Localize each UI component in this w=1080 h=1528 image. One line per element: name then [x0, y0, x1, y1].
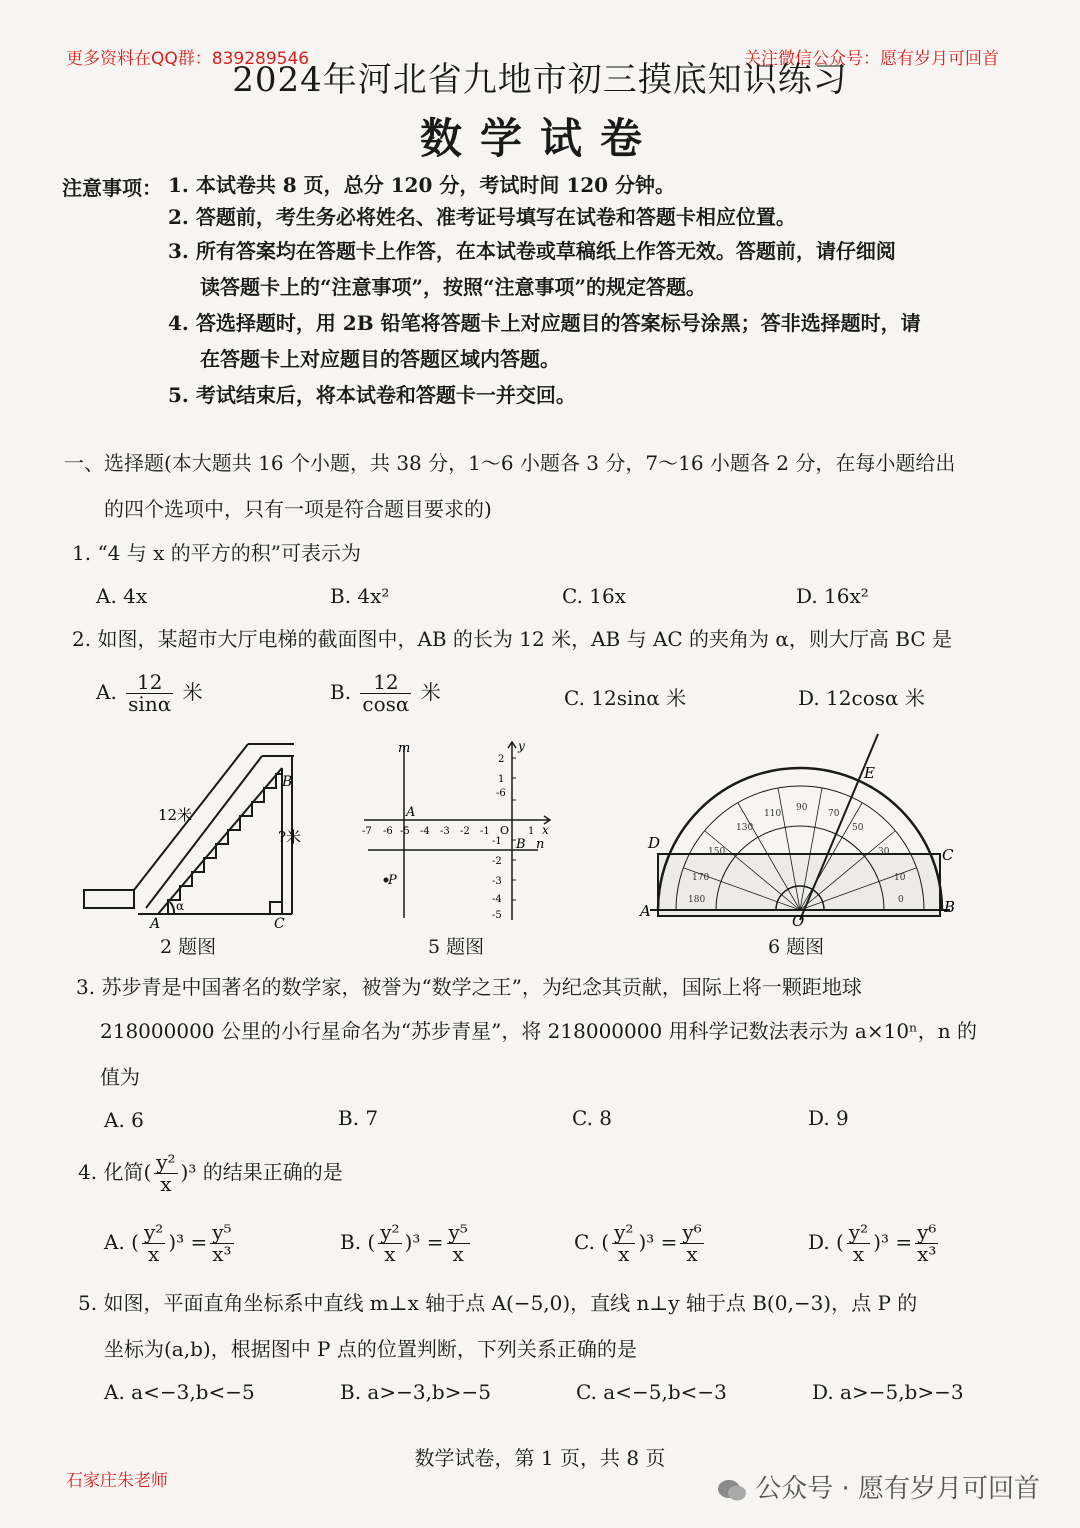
notice-item-2: 2. 答题前，考生务必将姓名、准考证号填写在试卷和答题卡相应位置。 — [168, 205, 796, 229]
svg-text:90: 90 — [796, 803, 808, 813]
notice-item-4-cont: 在答题卡上对应题目的答题区域内答题。 — [200, 347, 560, 371]
fig6-point-e: E — [864, 764, 875, 782]
q1-option-c: C. 16x — [562, 584, 627, 608]
fig5-ytick: 2 — [498, 754, 505, 765]
figure-5-caption: 5 题图 — [428, 936, 485, 958]
q4-option-c: C. ( $\frac{\text{y²}}{x}$ )³ = $\frac{\text{y⁶}}{x}$ — [574, 1220, 702, 1266]
q3-option-c: C. 8 — [572, 1106, 613, 1130]
q1-option-b: B. 4x² — [330, 584, 390, 608]
q4-stem: 4. 化简( $\frac{\text{y²}}{x}$ )³ 的结果正确的是 — [78, 1150, 343, 1196]
q5-stem: 5. 如图，平面直角坐标系中直线 m⊥x 轴于点 A(−5,0)，直线 n⊥y 轴于点 B(0,−3)，点 P 的 — [78, 1291, 918, 1315]
fig5-xtick: -4 — [420, 826, 430, 837]
q5-option-a: A. a<−3,b<−5 — [104, 1380, 255, 1404]
q2-option-b: B. $\frac{12}{\cos\alpha}$ 米 — [330, 670, 441, 716]
q3-option-b: B. 7 — [338, 1106, 379, 1130]
exam-subtitle: 数学试卷 — [419, 114, 660, 163]
fig2-length-label: 12米 — [158, 806, 193, 824]
q2-option-d: D. 12cosα 米 — [798, 686, 925, 710]
figure-2-escalator — [78, 738, 308, 930]
fig5-xtick: -3 — [440, 826, 450, 837]
figure-2-caption: 2 题图 — [160, 936, 217, 958]
svg-text:180: 180 — [688, 895, 706, 905]
fig6-point-d: D — [648, 834, 661, 852]
fig5-point-a: A — [406, 805, 416, 820]
fig6-point-a: A — [640, 902, 651, 920]
fig2-height-label: ?米 — [278, 828, 302, 846]
author-credit: 石家庄朱老师 — [66, 1471, 168, 1491]
q1-option-d: D. 16x² — [796, 584, 869, 608]
fig2-point-c: C — [274, 916, 285, 930]
figure-5-coordinates — [360, 738, 560, 924]
notice-label: 注意事项： — [62, 176, 162, 200]
fig5-line-m: m — [398, 741, 411, 756]
fig5-ytick: -3 — [492, 876, 502, 887]
fig5-xtick: -1 — [480, 826, 490, 837]
q5-option-c: C. a<−5,b<−3 — [576, 1380, 727, 1404]
banner-left: 更多资料在QQ群：839289546 — [66, 49, 310, 69]
fig5-ytick: -5 — [492, 910, 502, 921]
fig5-ytick: -4 — [492, 894, 502, 905]
svg-text:110: 110 — [764, 809, 782, 819]
svg-text:130: 130 — [736, 823, 754, 833]
svg-text:170: 170 — [692, 873, 710, 883]
fig5-ytick: -1 — [492, 836, 502, 847]
fig5-line-n: n — [536, 837, 545, 852]
fig5-axis-x: x — [542, 823, 549, 837]
fig5-xtick: 1 — [528, 826, 535, 837]
q4-option-b: B. ( $\frac{\text{y²}}{x}$ )³ = $\frac{\text{y⁵}}{x}$ — [340, 1220, 468, 1266]
notice-item-3: 3. 所有答案均在答题卡上作答，在本试卷或草稿纸上作答无效。答题前，请仔细阅 — [168, 239, 896, 263]
banner-right: 关注微信公众号：愿有岁月可回首 — [744, 49, 999, 69]
fig5-xtick: -6 — [383, 826, 393, 837]
svg-text:70: 70 — [828, 809, 840, 819]
fig5-ytick: -2 — [492, 856, 502, 867]
watermark-text: 公众号 · 愿有岁月可回首 — [755, 1474, 1040, 1504]
notice-item-3-cont: 读答题卡上的“注意事项”，按照“注意事项”的规定答题。 — [200, 275, 707, 299]
fig5-xtick: -2 — [460, 826, 470, 837]
q5-stem-cont: 坐标为(a,b)，根据图中 P 点的位置判断，下列关系正确的是 — [104, 1337, 637, 1361]
wechat-icon — [717, 1478, 747, 1502]
page-footer: 数学试卷，第 1 页，共 8 页 — [414, 1446, 666, 1470]
fig5-ytick: 1 — [498, 774, 505, 785]
q4-option-a: A. ( $\frac{\text{y²}}{x}$ )³ = $\frac{\text{y⁵}}{\text{x³}}$ — [104, 1220, 232, 1266]
watermark — [717, 1468, 1040, 1505]
q2-option-c: C. 12sinα 米 — [564, 686, 687, 710]
svg-text:10: 10 — [894, 873, 906, 883]
q3-stem: 3. 苏步青是中国著名的数学家，被誉为“数学之王”，为纪念其贡献，国际上将一颗距地球 — [76, 975, 862, 999]
svg-text:0: 0 — [898, 895, 904, 905]
section1-heading-cont: 的四个选项中，只有一项是符合题目要求的) — [104, 497, 492, 521]
exam-title: 2024年河北省九地市初三摸底知识练习 — [232, 60, 848, 100]
fig5-xtick: -5 — [400, 826, 410, 837]
fig2-point-b: B — [282, 774, 293, 790]
fig5-origin: O — [500, 824, 510, 837]
fig5-point-b: B — [516, 837, 526, 852]
q3-stem-cont: 218000000 公里的小行星命名为“苏步青星”，将 218000000 用科学记数法表示为 a×10ⁿ，n 的 — [100, 1019, 977, 1043]
fig2-alpha: α — [176, 899, 185, 913]
fig5-axis-y: y — [518, 739, 525, 753]
q3-stem-end: 值为 — [100, 1065, 140, 1089]
fig6-point-c: C — [942, 846, 954, 864]
fig5-xtick: -7 — [362, 826, 372, 837]
fig5-point-p: P — [388, 873, 397, 888]
notice-item-1: 1. 本试卷共 8 页，总分 120 分，考试时间 120 分钟。 — [168, 173, 676, 197]
fig6-point-o: O — [792, 912, 805, 930]
svg-text:150: 150 — [708, 847, 726, 857]
svg-text:30: 30 — [878, 847, 890, 857]
fig5-ytick: -6 — [496, 788, 506, 799]
q5-option-b: B. a>−3,b>−5 — [340, 1380, 491, 1404]
q3-option-d: D. 9 — [808, 1106, 849, 1130]
q3-option-a: A. 6 — [104, 1108, 144, 1132]
q2-stem: 2. 如图，某超市大厅电梯的截面图中，AB 的长为 12 米，AB 与 AC 的夹角为 α，则大厅高 BC 是 — [72, 627, 953, 651]
figure-6-caption: 6 题图 — [768, 936, 825, 958]
notice-item-4: 4. 答选择题时，用 2B 铅笔将答题卡上对应题目的答案标号涂黑；答非选择题时，请 — [168, 311, 921, 335]
q2-option-a: A. $\frac{12}{\sin\alpha}$ 米 — [96, 670, 203, 716]
notice-item-5: 5. 考试结束后，将本试卷和答题卡一并交回。 — [168, 383, 576, 407]
fig2-point-a: A — [150, 916, 161, 930]
q1-stem: 1. “4 与 x 的平方的积”可表示为 — [72, 541, 361, 565]
section1-heading: 一、选择题(本大题共 16 个小题，共 38 分，1～6 小题各 3 分，7～16 小题各 2 分，在每小题给出 — [64, 451, 956, 475]
figure-6-protractor — [636, 730, 966, 930]
svg-text:50: 50 — [852, 823, 864, 833]
q1-option-a: A. 4x — [96, 584, 148, 608]
q5-option-d: D. a>−5,b>−3 — [812, 1380, 964, 1404]
q4-option-d: D. ( $\frac{\text{y²}}{x}$ )³ = $\frac{\text{y⁶}}{\text{x³}}$ — [808, 1220, 937, 1266]
fig6-point-b: B — [944, 898, 956, 916]
